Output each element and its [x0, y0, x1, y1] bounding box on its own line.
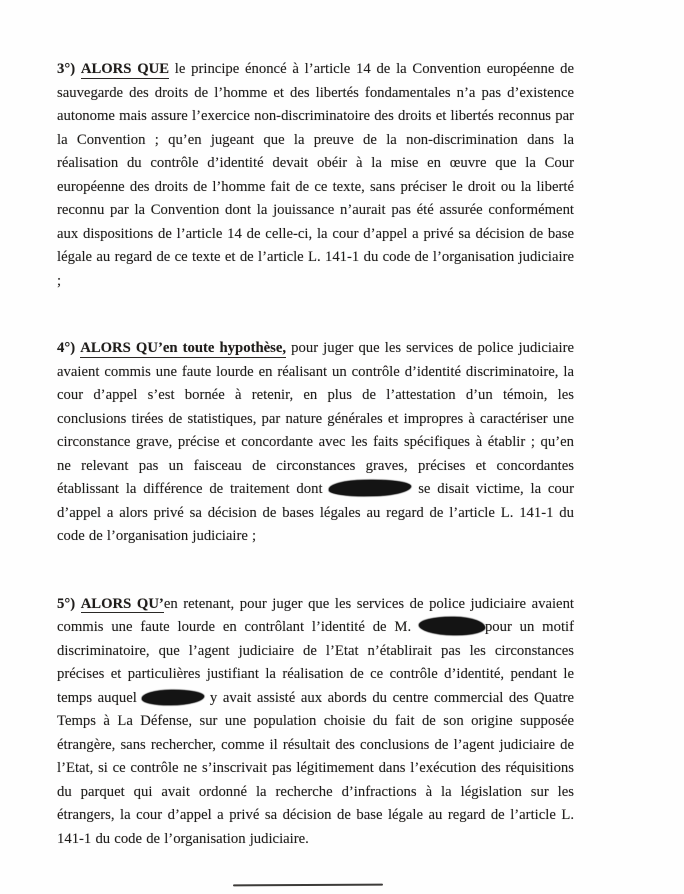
legal-brief-text: [57, 58, 574, 851]
paragraph-4-text-after-redaction: se disait victime, la cour d’appel a alors privé sa décision de bases légales au regard de l’article L. 141-1 du code de l’organisation judiciaire ;: [57, 481, 575, 544]
paragraph-5-marker: 5°): [57, 595, 76, 612]
paragraph-5-text-segment-3: y avait assisté aux abords du centre commercial des Quatre Temps à La Défense, sur une population choisie du fait de son origine supposée étrangère, sans rechercher, comme il résultait des conclusions de l’agent judiciaire de l’Etat, si ce contrôle ne s’inscrivait pas légitimement dans l’exécution des réquisitions du parquet qui avait ordonné la recherche d’infractions à la législation sur les étrangers, la cour d’appel a privé sa décision de base légale au regard de l’article L. 141-1 du code de l’organisation judiciaire.: [57, 689, 574, 847]
paragraph-5-text-segment-2: pour un motif discriminatoire, que l’agent judiciaire de l’Etat n’établirait pas les circonstances précises et particulières justifiant la réalisation de ce contrôle d’identité, pendant le temps auquel: [57, 619, 574, 706]
redacted-name-blot-2: [419, 617, 485, 636]
paragraph-4-marker: 4°): [57, 340, 76, 356]
paragraph-3: [57, 58, 574, 293]
paragraph-3-text: le principe énoncé à l’article 14 de la Convention européenne de sauvegarde des droits de l’homme et des libertés fondamentales n’a pas d’existence autonome mais assure l’exercice non-discriminatoire des droits et libertés reconnus par la Convention ; qu’en jugeant que la preuve de la non-discrimination dans la réalisation du contrôle d’identité devait obéir à la mise en œuvre que la Cour européenne des droits de l’homme fait de ce texte, sans préciser le droit ou la liberté reconnu par la Convention dont la jouissance n’aurait pas été assurée conformément aux dispositions de l’article 14 de celle-ci, la cour d’appel a privé sa décision de base légale au regard de ce texte et de l’article L. 141-1 du code de l’organisation judiciaire ;: [57, 61, 574, 289]
paragraph-3-marker: 3°): [57, 61, 76, 77]
paragraph-4-text-before-redaction: pour juger que les services de police judiciaire avaient commis une faute lourde en réalisant un contrôle d’identité discriminatoire, la cour d’appel s’est bornée à retenir, en plus de l’attestation d’un témoin, les conclusions tirées de statistiques, par nature générales et impropres à caractériser une circonstance grave, précise et concordante avec les faits spécifiques à établir ; qu’en ne relevant pas un faisceau de circonstances graves, précises et concordantes établissant la différence de traitement dont: [57, 340, 574, 497]
paragraph-4: [57, 337, 574, 549]
paragraph-5: [57, 593, 574, 852]
paragraph-4-heading: ALORS QU’en toute hypothèse,: [80, 340, 287, 356]
paragraph-3-heading: ALORS QUE: [80, 61, 170, 77]
redacted-name-blot-3: [142, 689, 204, 705]
paragraph-5-text-segment-1: en retenant, pour juger que les services de police judiciaire avaient commis une faute lourde en contrôlant l’identité de M.: [57, 595, 575, 635]
paragraph-5-heading: ALORS QU’: [80, 595, 164, 612]
redacted-name-blot-1: [329, 479, 411, 496]
section-separator-line: [233, 884, 383, 887]
